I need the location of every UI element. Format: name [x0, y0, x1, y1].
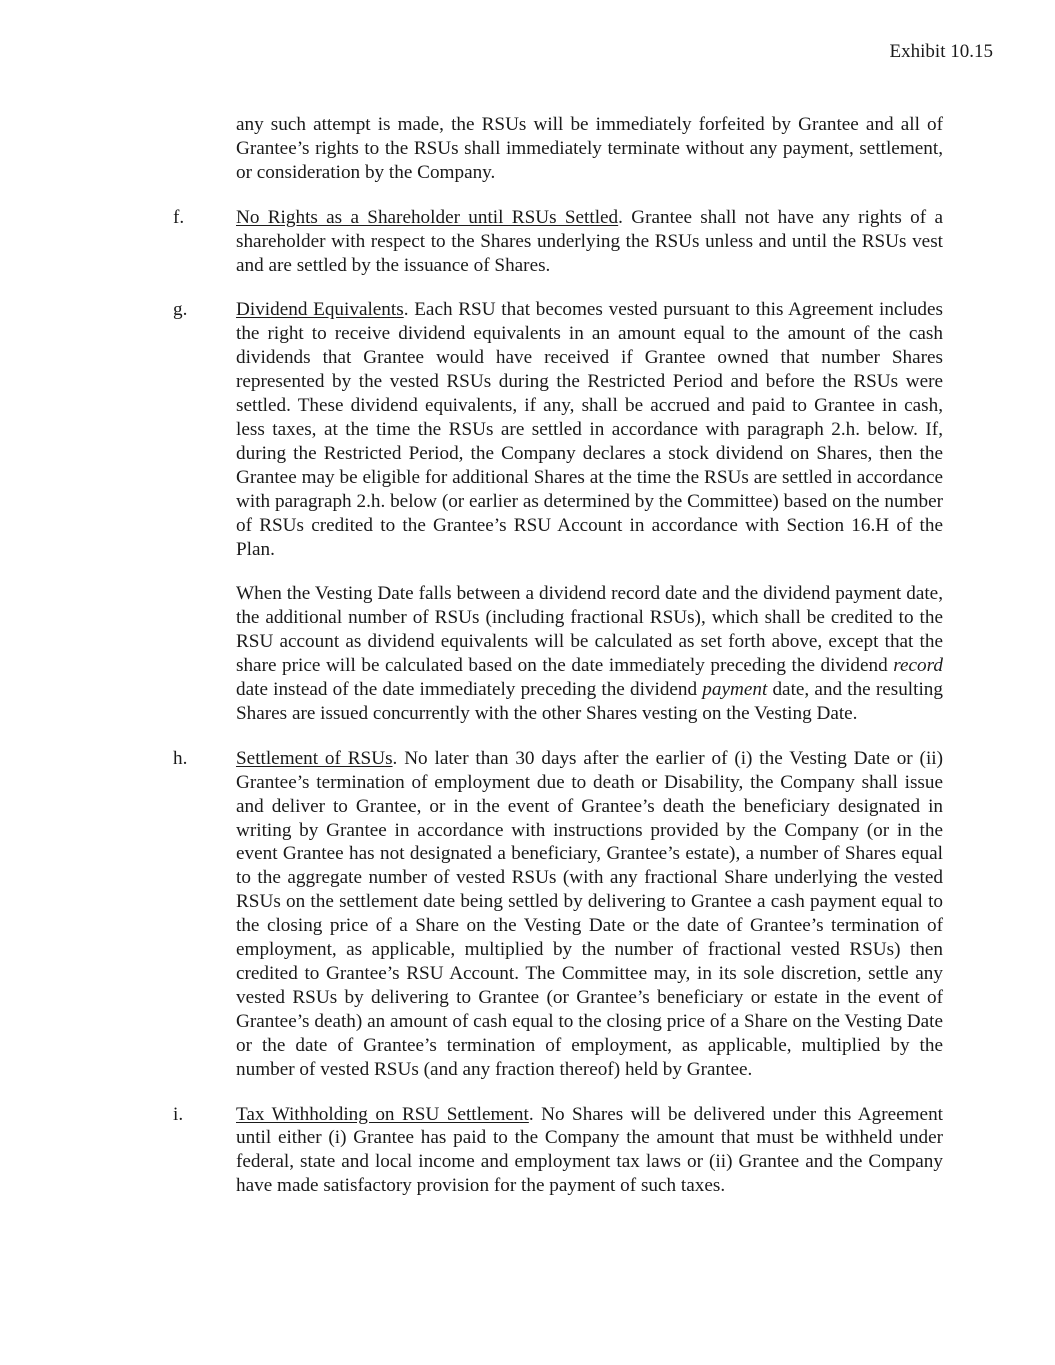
paragraph-text: . No later than 30 days after the earlier of (i) the Vesting Date or (ii) Grantee’s termination of employment due to death or Disability, the Company shall issue and deliver to Grantee, or in the event of Grantee’s death the beneficiary designated in writing by Grantee in accordance with instructions provided by the Company (or in the event Grantee has not designated a beneficiary, Grantee’s estate), a number of Shares equal to the aggregate number of vested RSUs (with any fractional Share underlying the vested RSUs on the settlement date being settled by delivering to Grantee a cash payment equal to the closing price of a Share on the Vesting Date or the date of Grantee’s termination of employment, as applicable, multiplied by the number of fractional vested RSUs) then credited to Grantee’s RSU Account. The Committee may, in its sole discretion, settle any vested RSUs by delivering to Grantee (or Grantee’s beneficiary or estate in the event of Grantee’s death) an amount of cash equal to the closing price of a Share on the Vesting Date or the date of Grantee’s termination of employment, as applicable, multiplied by the number of vested RSUs (and any fraction thereof) held by Grantee. — [236, 747, 943, 1080]
section-heading: No Rights as a Shareholder until RSUs Settled — [236, 206, 619, 228]
paragraph-marker: g. — [173, 299, 188, 321]
paragraph-text: . Grantee shall not have any rights of a shareholder with respect to the Shares underlying the RSUs unless and until the RSUs vest and are settled by the issuance of Shares. — [236, 206, 943, 276]
paragraph-marker: h. — [173, 747, 188, 769]
paragraph-text: date instead of the date immediately preceding the dividend — [236, 679, 703, 701]
exhibit-label: Exhibit 10.15 — [889, 41, 993, 62]
section-heading: Tax Withholding on RSU Settlement — [236, 1103, 529, 1125]
paragraph-continuation — [236, 113, 943, 185]
paragraph-text: . No Shares will be delivered under this Agreement until either (i) Grantee has paid to the Company the amount that must be withheld under federal, state and local income and employment tax laws or (ii) Grantee and the Company have made satisfactory provision for the payment of such taxes. — [236, 1103, 943, 1197]
paragraph-f — [173, 206, 943, 278]
paragraph-text: any such attempt is made, the RSUs will be immediately forfeited by Grantee and all of Grantee’s rights to the RSUs shall immediately terminate without any payment, settlement, or consideration by the Company. — [236, 114, 943, 183]
italic-term: record — [893, 655, 943, 677]
paragraph-marker: f. — [173, 206, 185, 228]
paragraph-text: When the Vesting Date falls between a dividend record date and the dividend payment date, the additional number of RSUs (including fractional RSUs), which shall be credited to the RSU account as dividend equivalents will be calculated as set forth above, except that the share price will be calculated based on the date immediately preceding the dividend — [236, 583, 943, 677]
paragraph-marker: i. — [173, 1103, 184, 1125]
paragraph-g — [173, 298, 943, 561]
paragraph-text: date, and the resulting Shares are issued concurrently with the other Shares vesting on the Vesting Date. — [236, 679, 943, 724]
paragraph-text: . Each RSU that becomes vested pursuant to this Agreement includes the right to receive dividend equivalents in an amount equal to the amount of the cash dividends that Grantee would have received if Grantee owned that number Shares represented by the vested RSUs during the Restricted Period and before the RSUs were settled. These dividend equivalents, if any, shall be accrued and paid to Grantee in cash, less taxes, at the time the RSUs are settled in accordance with paragraph 2.h. below. If, during the Restricted Period, the Company declares a stock dividend on Shares, then the Grantee may be eligible for additional Shares at the time the RSUs are settled in accordance with paragraph 2.h. below (or earlier as determined by the Committee) based on the number of RSUs credited to the Grantee’s RSU Account in accordance with Section 16.H of the Plan. — [236, 299, 943, 560]
paragraph-h — [173, 747, 943, 1082]
document-body — [0, 113, 1055, 1198]
section-heading: Settlement of RSUs — [236, 747, 393, 769]
italic-term: payment — [702, 679, 768, 701]
section-heading: Dividend Equivalents — [236, 299, 404, 321]
paragraph-g-continued — [236, 582, 943, 725]
paragraph-i — [173, 1103, 943, 1199]
